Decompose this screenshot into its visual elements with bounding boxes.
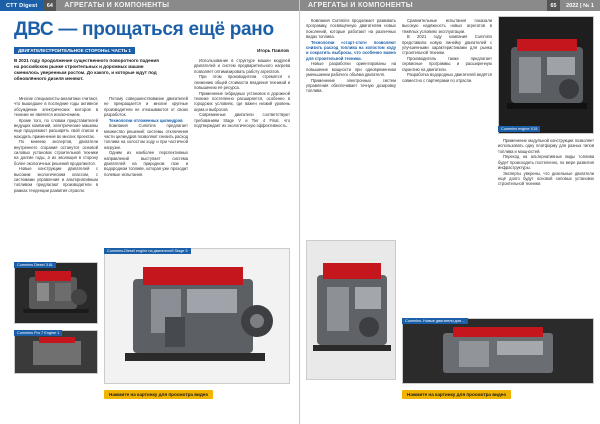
rubric-row [14,47,289,54]
engine-image [307,241,396,380]
photo-caption: Cummins-Diesel engine на двигателей Stage 5 [104,248,191,254]
article-lead: В 2021 году продолжение существенного поворотного падения на российском рынке строительных и дорожных машин сменилось уверенным ростом. До какого, и которые ждут под обновлённого дизеля меняют. [14,58,159,81]
photo-caption: Cummins Diesel 3.8L [14,262,56,268]
paragraph: Многие специалисты-аналитики считают, что вышедшее в последние годы активное обсуждение электрических моторов в технике не является исключением. [14,96,98,117]
paragraph: Одним из наиболее перспективных направлений выступает система двигателей на природном газе и водородном топливе, которая уже проходит полевые испытания. [104,150,188,177]
engine-photo-small[interactable] [14,262,98,324]
engine-photo-large[interactable] [104,248,290,384]
left-column-3 [194,58,290,258]
left-section-title: АГРЕГАТЫ И КОМПОНЕНТЫ [64,2,170,9]
right-header-bar [300,0,600,11]
paragraph: Кроме того, по словам представителей ведущих компаний, электрические машины ещё продолжают расширять свой список и находить применение во многих проектах. [14,117,98,139]
paragraph: Сравнительные испытания показали высокую надёжность новых агрегатов в тяжёлых условиях эксплуатации. [402,18,492,34]
engine-image [499,17,594,134]
paragraph: Компания Cummins продолжает развивать программу, посвящённую двигателям новых поколений, которые работают на различных видах топлива. [306,18,396,39]
paragraph: По мнению экспертов, двигатели внутреннего сгорания останутся основой силовых установок строительной техники на долгие годы, а их эволюция в сторону более экологичных решений продолжится. [14,139,98,166]
engine-photo-thumb[interactable] [14,330,98,374]
video-banner[interactable]: Нажмите на картинку для просмотра видео [402,390,511,399]
engine-image [403,319,594,384]
left-column-2 [104,96,188,244]
paragraph: Потому совершенствование двигателей не прекращается и многие крупные производители не отказываются от своих разработок. [104,96,188,117]
engine-photo-bottom[interactable] [306,240,396,380]
right-page [300,0,600,424]
article-title: ДВС — прощаться ещё рано [14,19,274,40]
paragraph: При этом производители стремятся к снижению общей стоимости владения техникой и повышению её ресурса. [194,74,290,90]
paragraph: Переход на альтернативные виды топлива будет происходить постепенно, по мере развития инфраструктуры. [498,154,594,170]
left-header-bar [0,0,299,11]
paragraph: Новые разработки ориентированы на повышение мощности при одновременном уменьшении рабочего объёма двигателя. [306,61,396,77]
paragraph: Компания Cummins предлагает множество решений: системы отключения части цилиндров позволяют снизить расход топлива на холостом ходу и при частичной нагрузке. [104,123,188,150]
issue-number: 2022 | № 1 [565,2,594,9]
subheading: Технологии отложенных цилиндров [109,117,183,123]
paragraph: Применение гибридных установок в дорожной технике постепенно расширяется, особенно в городских условиях, где важен низкий уровень шума и выбросов. [194,90,290,112]
subheading: Технологии «старт-стоп» позволяют снизить расход топлива на холостом ходу и сократить выбросы, что особенно важно для строительной техники. [306,39,396,61]
magazine-brand[interactable]: СТТ Digest [0,0,43,11]
photo-caption: Cummins engine X15 [498,126,540,132]
right-column-1 [306,18,396,238]
article-rubric: ДВИГАТЕЛЕСТРОИТЕЛЬНОЕ СТОРОНЫ. ЧАСТЬ 1 [14,47,135,54]
paragraph: Эксперты уверены, что дизельные двигатели ещё долго будут основой силовых установок строительной техники. [498,170,594,187]
paragraph: В 2021 году компания Cummins представила новую линейку двигателей с улучшенными характеристиками для рынка строительной техники. [402,34,492,56]
article-author: Игорь Павлов [257,48,289,53]
left-page-number: 64 [43,0,56,11]
engine-image [105,249,290,384]
engine-photo-bottom-right[interactable] [402,318,594,384]
right-column-3 [498,138,594,316]
paragraph: Новые конструкции двигателей с высоким экологическим классом, с системами управления и альтернативным топливом предлагают производители в рамках тенденции развития отрасли. [14,166,98,193]
engine-image [15,263,98,324]
left-column-1 [14,96,98,260]
engine-photo-top-right[interactable] [498,16,594,134]
video-banner[interactable]: Нажмите на картинку для просмотра видео [104,390,213,399]
engine-image [15,331,98,374]
paragraph: Применение модульной конструкции позволяет использовать одну платформу для разных типов топлива и мощностей. [498,138,594,154]
photo-caption: Cummins Pro 7 Engine 1 [14,330,62,336]
paragraph: Современные двигатели соответствуют требованиям Stage V и Tier 4 Final, что подтверждает их экологическую эффективность. [194,112,290,129]
paragraph: Разработка водородных двигателей ведётся совместно с партнёрами по отрасли. [402,72,492,83]
photo-caption: Cummins. Новые двигатели для ... [402,318,468,324]
right-section-title: АГРЕГАТЫ И КОМПОНЕНТЫ [308,2,413,9]
right-column-2 [402,18,492,198]
paragraph: Применение электронных систем управления обеспечивает точную дозировку топлива. [306,77,396,94]
paragraph: Производитель также предлагает сервисные программы и расширенную гарантию на двигатели. [402,56,492,72]
right-page-number: 65 [547,0,560,11]
paragraph: Использование в структуре машин модулей двигателей и систем предварительного нагрева позволяет оптимизировать работу агрегатов. [194,58,290,74]
